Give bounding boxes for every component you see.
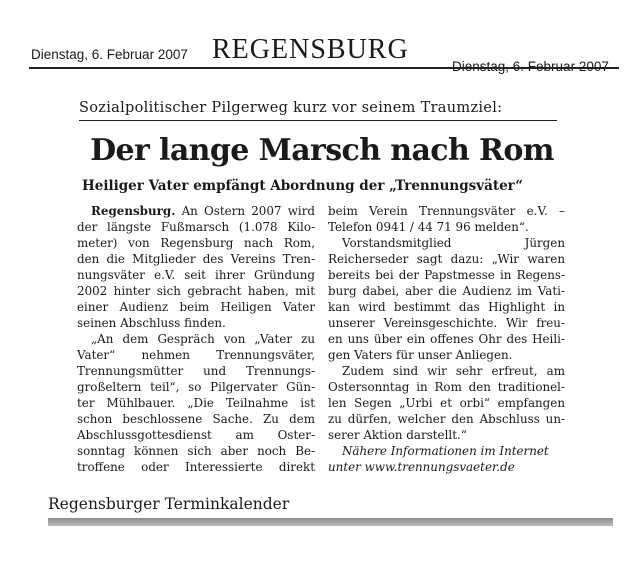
article-headline: Der lange Marsch nach Rom (90, 133, 554, 168)
article-line: ter Mühlbauer. „Die Teilnahme ist (77, 396, 315, 410)
article-line: Abschlussgottesdienst am Oster- (77, 428, 315, 442)
article-line: Zudem sind wir sehr erfreut, am (342, 364, 565, 378)
article-line: Telefon 0941 / 44 71 96 melden“. (328, 220, 529, 234)
article-line: Vorstandsmitglied Jürgen (342, 236, 565, 250)
article-line: serer Aktion darstellt.“ (328, 428, 467, 442)
article-line: beim Verein Trennungsväter e.V. – (328, 204, 565, 218)
article-line: kan wird bestimmt das Highlight in (328, 300, 565, 314)
article-column-right (328, 203, 565, 475)
article-line: en uns über ein offenes Ohr des Heili- (328, 332, 565, 346)
article-line: gen Vaters für unser Anliegen. (328, 348, 513, 362)
article-line: den die Mitglieder des Vereins Tren- (77, 252, 315, 266)
footer-section-title: Regensburger Terminkalender (48, 495, 290, 513)
article-dateline: Regensburg. (91, 204, 176, 218)
article-line: Reicherseder sagt dazu: „Wir waren (328, 252, 565, 266)
article-line: zu dürfen, welcher den Abschluss un- (328, 412, 565, 426)
article-line: „An dem Gespräch von „Vater zu (91, 332, 315, 346)
article-line: nungsväter e.V. seit ihrer Gründung (77, 268, 315, 282)
article-line: schon beschlossene Sache. Zu dem (77, 412, 315, 426)
article-line: meter) von Regensburg nach Rom, (77, 236, 315, 250)
article-line: Ostersonntag in Rom den traditionel- (328, 380, 565, 394)
article-line: seinen Abschluss finden. (77, 316, 226, 330)
article-column-left (77, 203, 315, 475)
header-rule (29, 67, 619, 69)
article-subheadline: Heiliger Vater empfängt Abordnung der „Trennungsväter“ (82, 178, 524, 194)
footer-bar (48, 518, 613, 526)
header-date-left: Dienstag, 6. Februar 2007 (31, 47, 188, 62)
article-line: troffene oder Interessierte direkt (77, 460, 315, 474)
article-line: der längste Fußmarsch (1.078 Kilo- (77, 220, 315, 234)
article-line: unter www.trennungsvaeter.de (328, 460, 515, 474)
article-line: unserer Vereinsgeschichte. Wir freu- (328, 316, 565, 330)
article-line: Regensburg. An Ostern 2007 wird (91, 204, 315, 218)
kicker-underline (79, 120, 557, 121)
article-line: Vater“ nehmen Trennungsväter, (77, 348, 315, 362)
section-title: REGENSBURG (212, 34, 409, 65)
article-line: Nähere Informationen im Internet (342, 444, 549, 458)
article-line: burg dabei, aber die Audienz im Vati- (328, 284, 565, 298)
article-line: bereits bei der Papstmesse in Regens- (328, 268, 565, 282)
article-line: einer Audienz beim Heiligen Vater (77, 300, 315, 314)
article-line: großeltern teil“, so Pilgervater Gün- (77, 380, 315, 394)
article-line: len Segen „Urbi et orbi“ empfangen (328, 396, 565, 410)
article-line: sonntag können sich aber noch Be- (77, 444, 315, 458)
article-line: 2002 hinter sich gebracht haben, mit (77, 284, 315, 298)
article-kicker: Sozialpolitischer Pilgerweg kurz vor seinem Traumziel: (79, 100, 503, 116)
article-line: Trennungsmütter und Trennungs- (77, 364, 315, 378)
